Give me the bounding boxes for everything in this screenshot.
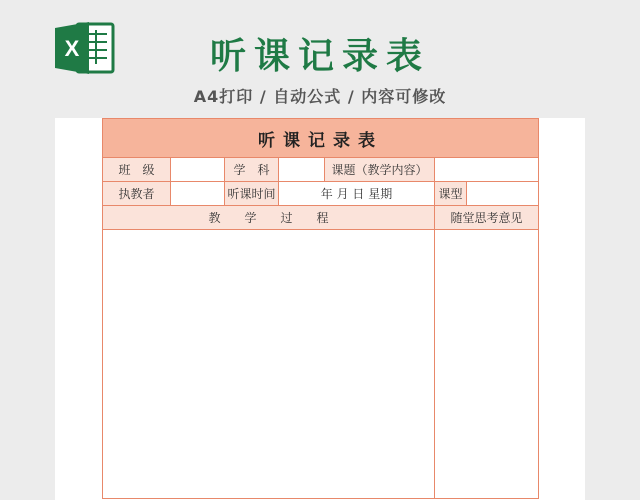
type-label: 课型	[435, 182, 467, 206]
process-label: 教 学 过 程	[103, 206, 435, 230]
form-title: 听课记录表	[103, 119, 539, 158]
subject-field[interactable]	[279, 158, 325, 182]
banner-title: 听课记录表	[209, 36, 430, 77]
form-row-process-header	[103, 206, 539, 230]
excel-logo-letter: X	[64, 36, 80, 61]
class-label: 班 级	[103, 158, 171, 182]
reflection-content-area[interactable]	[435, 230, 539, 499]
form-row-body	[103, 230, 539, 499]
subject-label: 学 科	[225, 158, 279, 182]
banner-subtitle: A4打印 / 自动公式 / 内容可修改	[193, 87, 447, 106]
type-field[interactable]	[467, 182, 539, 206]
time-label: 听课时间	[225, 182, 279, 206]
reflection-label: 随堂思考意见	[435, 206, 539, 230]
form-row-class	[103, 158, 539, 182]
class-field[interactable]	[171, 158, 225, 182]
teacher-label: 执教者	[103, 182, 171, 206]
teacher-field[interactable]	[171, 182, 225, 206]
date-field[interactable]: 年 月 日 星期	[279, 182, 435, 206]
topic-field[interactable]	[435, 158, 539, 182]
process-content-area[interactable]	[103, 230, 435, 499]
form-title-row	[103, 119, 539, 158]
lesson-record-form	[102, 118, 539, 499]
topic-label: 课题（教学内容）	[325, 158, 435, 182]
form-row-teacher	[103, 182, 539, 206]
